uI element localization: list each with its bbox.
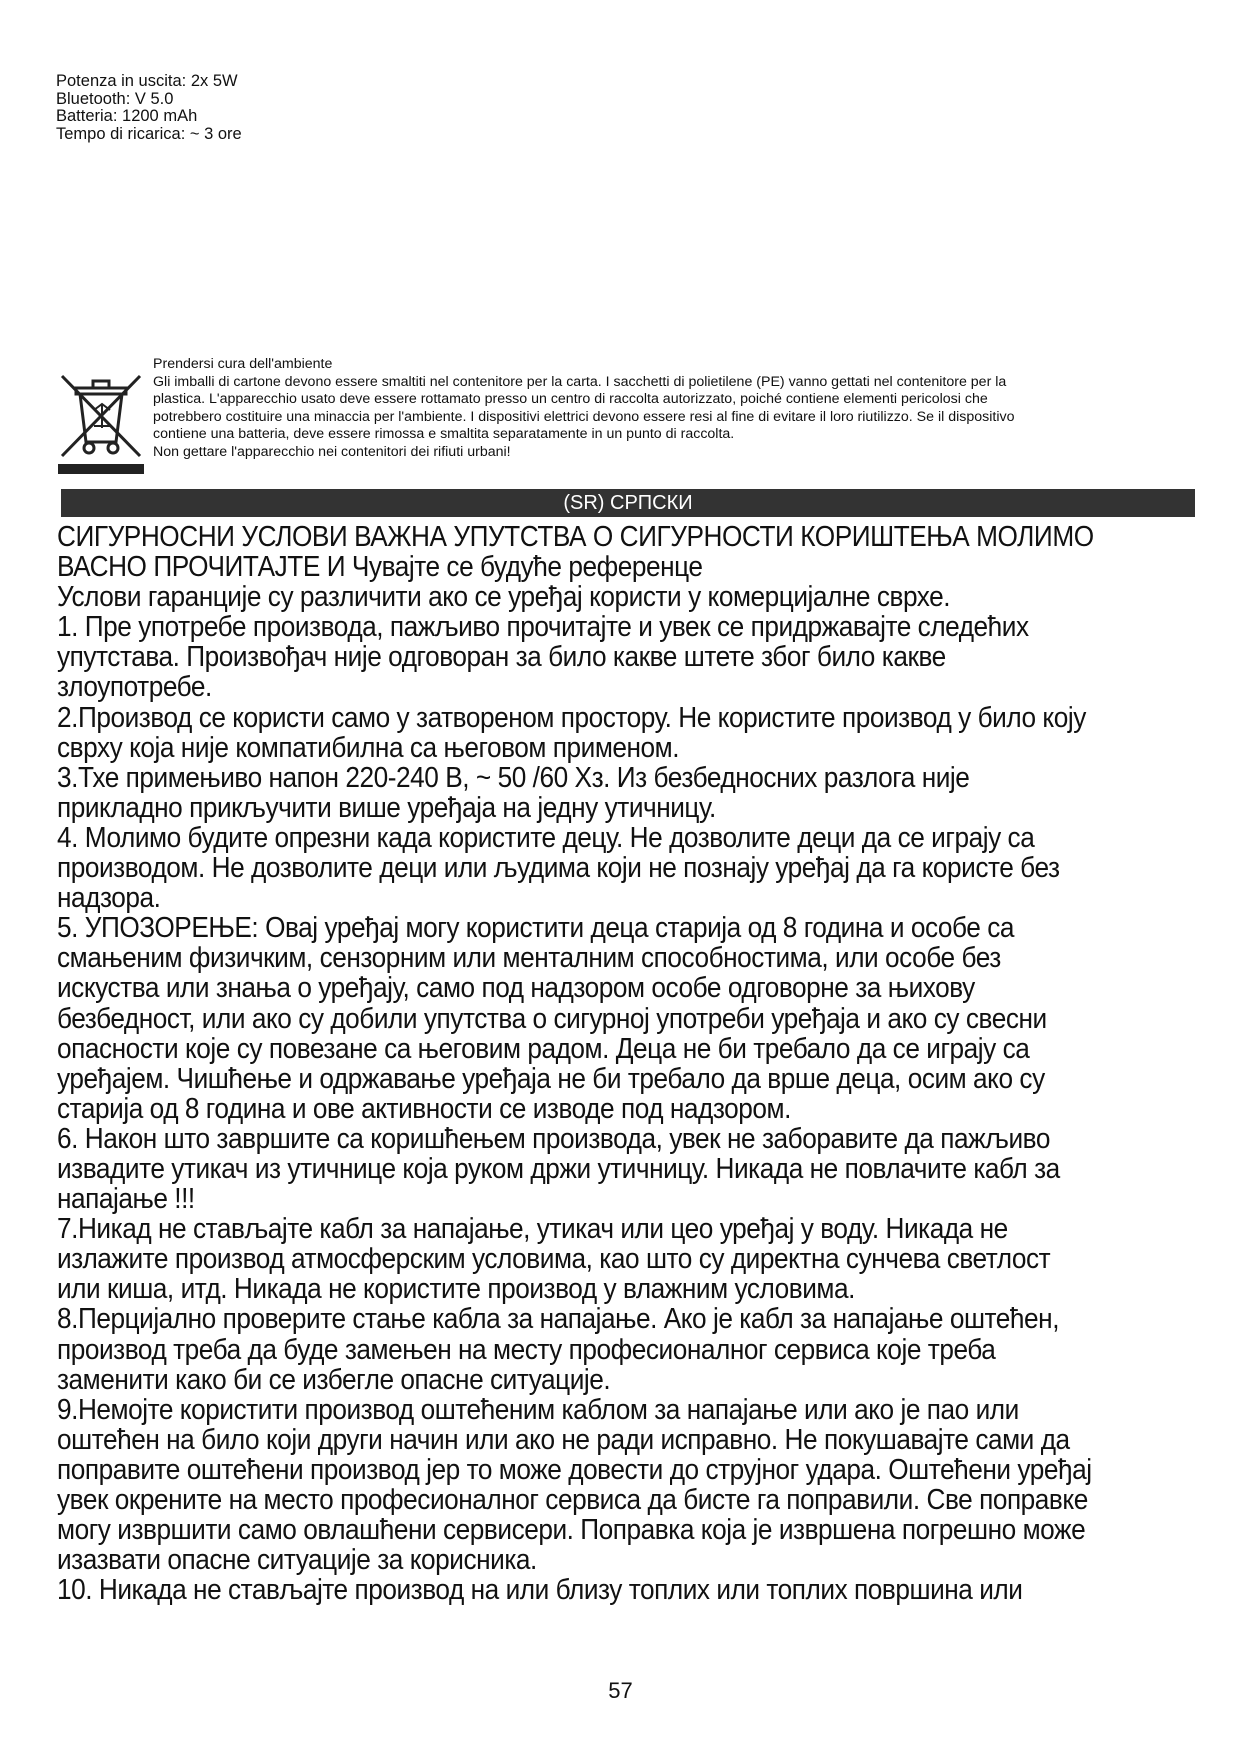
text-line: 8.Перцијално проверите стање кабла за напајање. Ако је кабл за напајање оштећен,: [57, 1303, 1060, 1336]
text-line: увек окрените на место професионалног сервиса да бисте га поправили. Све поправке: [57, 1484, 1088, 1516]
text-line: 3.Тхе примењиво напон 220-240 В, ~ 50 /60 Хз. Из безбедносних разлога није: [57, 761, 970, 794]
text-line: 7.Никад не стављајте кабл за напајање, утикач или цео уређај у воду. Никада не: [57, 1213, 1008, 1246]
text-line: безбедност, или ако су добили упутства о сигурној употреби уређаја и ако су свесни: [57, 1002, 1047, 1035]
text-line: СИГУРНОСНИ УСЛОВИ ВАЖНА УПУТСТВА О СИГУРНОСТИ КОРИШТЕЊА МОЛИМО: [57, 521, 1094, 553]
text-line: Услови гаранције су различити ако се уређај користи у комерцијалне сврхе.: [57, 581, 951, 614]
text-line: прикладно прикључити више уређаја на једну утичницу.: [57, 791, 716, 824]
environment-line: potrebbero costituire una minaccia per l'ambiente. I dispositivi elettrici devono essere resi al fine di evitare il loro riutilizzo. Se il dispositivo: [153, 408, 1015, 425]
environment-line: Non gettare l'apparecchio nei contenitori dei rifiuti urbani!: [153, 443, 511, 460]
text-line: старија од 8 година и ове активности се изводе под надзором.: [57, 1092, 791, 1125]
text-line: производом. Не дозволите деци или људима који не познају уређај да га користе без: [57, 852, 1060, 885]
text-line: производ треба да буде замењен на месту професионалног сервиса које треба: [57, 1333, 996, 1366]
weee-crossed-bin-icon: [56, 370, 146, 476]
language-section-header: (SR) СРПСКИ: [61, 489, 1195, 517]
text-line: упутстава. Произвођач није одговоран за било какве штете због било какве: [57, 641, 946, 674]
text-line: 5. УПОЗОРЕЊЕ: Овај уређај могу користити деца старија од 8 година и особе са: [57, 912, 1015, 945]
text-line: сврху која није компатибилна са његовом применом.: [57, 731, 680, 764]
specifications-block: [56, 73, 242, 143]
text-line: 2.Производ се користи само у затвореном простору. Не користите производ у било коју: [57, 701, 1086, 734]
environment-heading: Prendersi cura dell'ambiente: [153, 356, 333, 372]
environment-notice: [56, 356, 1196, 480]
environment-line: plastica. L'apparecchio usato deve essere rottamato presso un centro di raccolta autorizzato, poiché contiene elementi pericolosi che: [153, 391, 988, 408]
spec-line: Bluetooth: V 5.0: [56, 89, 174, 108]
text-line: напајање !!!: [57, 1183, 195, 1216]
text-line: извадите утикач из утичнице која руком држи утичницу. Никада не повлачите кабл за: [57, 1152, 1060, 1185]
text-line: излажите производ атмосферским условима, као што су директна сунчева светлост: [57, 1243, 1051, 1276]
spec-line: Batteria: 1200 mAh: [56, 107, 198, 125]
text-line: злоупотребе.: [57, 671, 212, 704]
text-line: уређајем. Чишћење и одржавање уређаја не би требало да врше деца, осим ако су: [57, 1062, 1045, 1095]
text-line: 1. Пре употребе производа, пажљиво прочитајте и увек се придржавајте следећих: [57, 611, 1029, 644]
environment-line: Gli imballi di cartone devono essere smaltiti nel contenitore per la carta. I sacchetti di polietilene (PE) vanno gettati nel contenitore per la: [153, 373, 1007, 390]
page-number: 57: [608, 1678, 633, 1703]
text-line: надзора.: [57, 882, 161, 915]
text-line: или киша, итд. Никада не користите производ у влажним условима.: [57, 1273, 855, 1306]
text-line: 4. Молимо будите опрезни када користите децу. Не дозволите деци да се играју са: [57, 821, 1035, 854]
text-line: изазвати опасне ситуације за корисника.: [57, 1544, 537, 1577]
text-line: заменити како би се избегле опасне ситуације.: [57, 1363, 611, 1396]
text-line: 6. Након што завршите са коришћењем производа, увек не заборавите да пажљиво: [57, 1122, 1050, 1155]
text-line: опасности које су повезане са његовим радом. Деца не би требало да се играју са: [57, 1032, 1030, 1065]
text-line: искуства или знања о уређају, само под надзором особе одговорне за њихову: [57, 972, 975, 1005]
text-line: ВАСНО ПРОЧИТАЈТЕ И Чувајте се будуће референце: [57, 551, 703, 584]
spec-line: Tempo di ricarica: ~ 3 ore: [56, 124, 242, 143]
spec-line: Potenza in uscita: 2x 5W: [56, 72, 238, 90]
text-line: смањеним физичким, сензорним или менталним способностима, или особе без: [57, 942, 1001, 975]
safety-instructions: [57, 522, 1106, 1605]
text-line: 10. Никада не стављајте производ на или близу топлих или топлих површина или: [57, 1574, 1023, 1607]
text-line: поправите оштећени производ јер то може довести до струјног удара. Оштећени уређај: [57, 1453, 1092, 1486]
environment-line: contiene una batteria, deve essere rimossa e smaltita separatamente in un punto di raccolta.: [153, 426, 735, 443]
text-line: оштећен на било који други начин или ако не ради исправно. Не покушавајте сами да: [57, 1423, 1070, 1456]
text-line: 9.Немојте користити производ оштећеним каблом за напајање или ако је пао или: [57, 1393, 1019, 1426]
text-line: могу извршити само овлашћени сервисери. Поправка која је извршена погрешно може: [57, 1514, 1086, 1547]
